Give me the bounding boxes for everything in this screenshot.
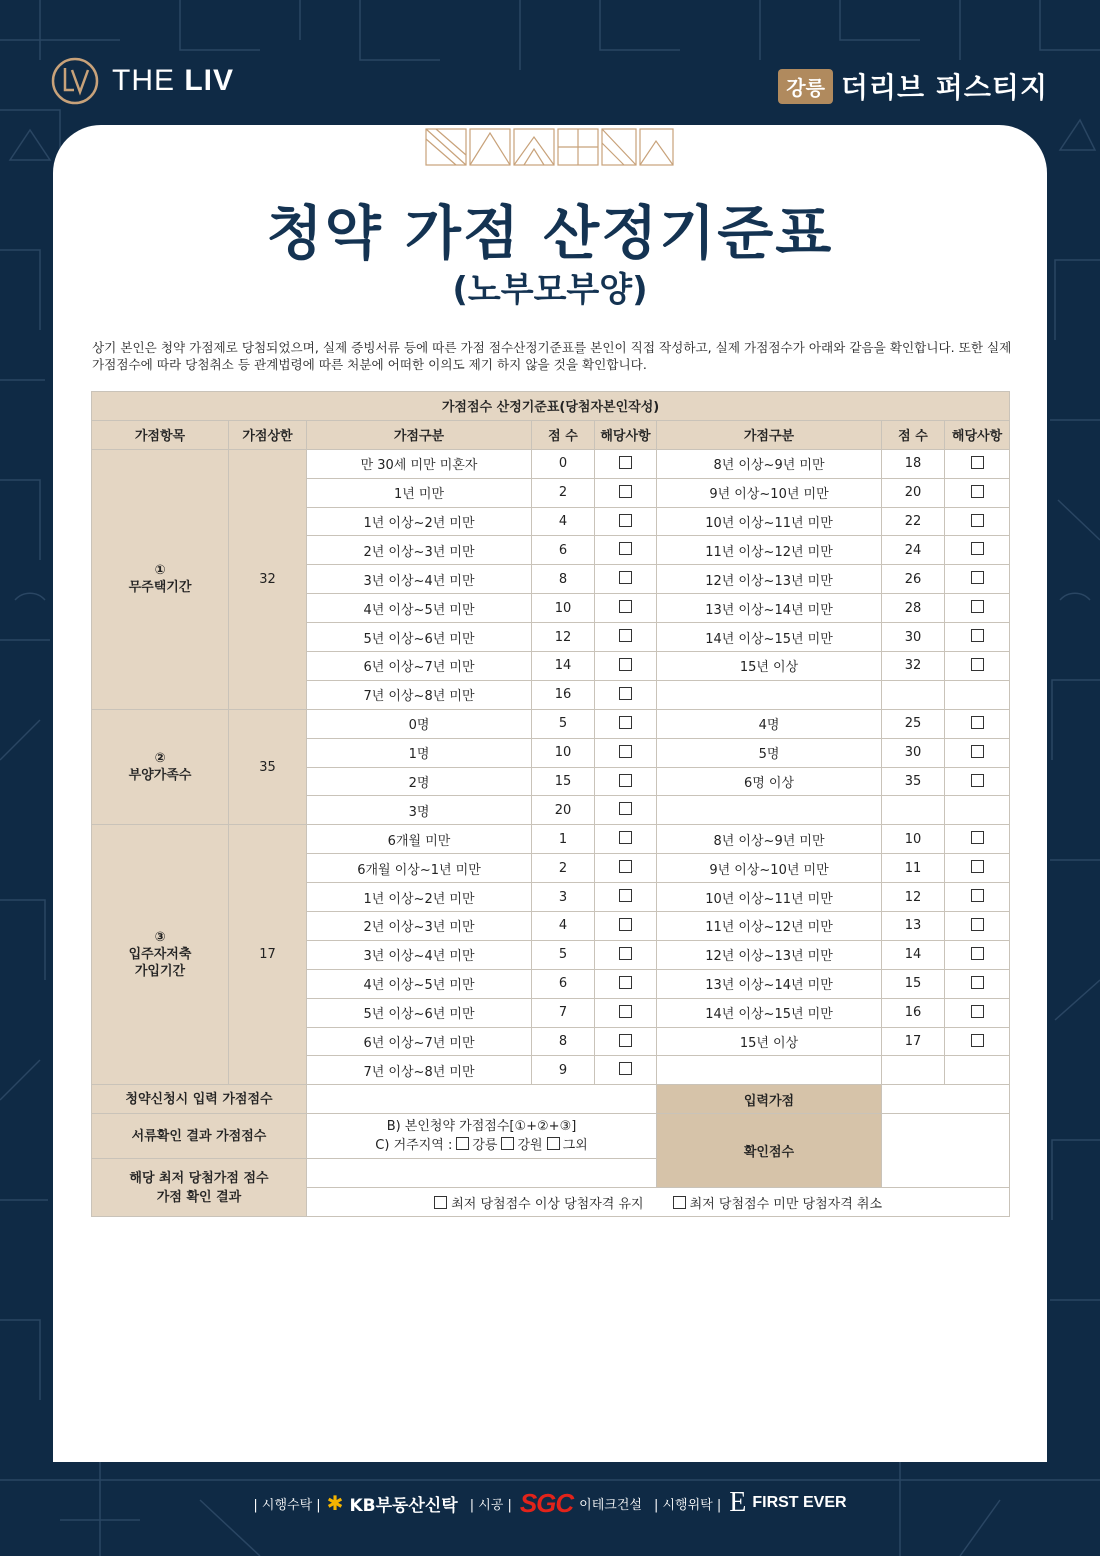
confirmation-notice: 상기 본인은 청약 가점제로 당첨되었으며, 실제 증빙서류 등에 따른 가점 점수산정기준표를 본인이 직접 작성하고, 실제 가점점수가 아래와 같음을 확인합니다. 또한 실제 가점점수에 따라 당첨취소 등 관계법령에 따른 처분에 어떠한 이의도 제기 하지 않을 것을 확인합니다. [92,340,1012,372]
doc-check-label: 서류확인 결과 가점점수 [92,1114,307,1159]
score-cell: 35 [882,767,945,796]
category-text: ③ [154,930,166,946]
score-cell: 0 [532,449,595,478]
score-table [91,391,1010,1217]
applicable-cell [945,1027,1010,1056]
criteria-cell: 13년 이상~14년 미만 [657,594,882,623]
col-header: 해당사항 [945,420,1010,449]
criteria-cell: 10년 이상~11년 미만 [657,507,882,536]
applicable-cell [945,478,1010,507]
region-option: 강원 [517,1138,543,1154]
applicable-cell [595,623,657,652]
score-cell: 4 [532,912,595,941]
applicable-cell [945,623,1010,652]
criteria-cell: 15년 이상 [657,1027,882,1056]
applicable-checkbox[interactable] [971,976,984,989]
score-cell: 10 [532,594,595,623]
confirm-score-field[interactable] [882,1114,1010,1188]
applicable-checkbox[interactable] [619,658,632,671]
applicable-cell [595,1056,657,1085]
applicable-checkbox[interactable] [971,889,984,902]
criteria-cell: 9년 이상~10년 미만 [657,478,882,507]
applicable-cell [945,767,1010,796]
criteria-cell: 1년 이상~2년 미만 [307,883,532,912]
applicable-cell [945,738,1010,767]
score-cell: 28 [882,594,945,623]
applicable-checkbox[interactable] [971,716,984,729]
page-subtitle: (노부모부양) [452,270,648,310]
applicable-cell [945,652,1010,681]
first-ever-mark: E [729,1487,747,1518]
score-cell: 22 [882,507,945,536]
criteria-cell: 6명 이상 [657,767,882,796]
criteria-cell: 1년 이상~2년 미만 [307,507,532,536]
criteria-cell: 6년 이상~7년 미만 [307,1027,532,1056]
score-cell: 12 [882,883,945,912]
score-cell: 15 [882,969,945,998]
applicable-checkbox[interactable] [619,456,632,469]
liv-logo-icon [50,56,100,106]
applicable-cell [595,883,657,912]
applicable-checkbox[interactable] [619,947,632,960]
score-cell: 1 [532,825,595,854]
applicable-checkbox[interactable] [971,831,984,844]
applicable-checkbox[interactable] [971,745,984,758]
applicable-cell [595,449,657,478]
criteria-cell: 14년 이상~15년 미만 [657,623,882,652]
applicable-cell [945,709,1010,738]
category-text: 무주택기간 [128,580,192,596]
min-score-field[interactable] [307,1159,657,1188]
applicable-checkbox[interactable] [971,571,984,584]
score-cell: 7 [532,998,595,1027]
score-cell [882,796,945,825]
applicable-cell [595,565,657,594]
applicable-checkbox[interactable] [619,600,632,613]
region-checkbox-gangwon[interactable] [501,1137,514,1150]
criteria-cell: 5년 이상~6년 미만 [307,623,532,652]
dev-label: | 시행위탁 | [653,1497,722,1513]
applicable-cell [945,796,1010,825]
col-header: 가점상한 [229,420,307,449]
apply-score-field[interactable] [307,1085,657,1114]
score-cell: 2 [532,478,595,507]
applicable-checkbox[interactable] [971,1005,984,1018]
min-score-label [92,1159,307,1217]
score-cell: 6 [532,969,595,998]
applicable-checkbox[interactable] [619,485,632,498]
applicable-checkbox[interactable] [619,802,632,815]
applicable-checkbox[interactable] [619,716,632,729]
applicable-checkbox[interactable] [971,600,984,613]
applicable-cell [945,449,1010,478]
criteria-cell: 6년 이상~7년 미만 [307,652,532,681]
criteria-cell [657,680,882,709]
applicable-checkbox[interactable] [619,542,632,555]
applicable-cell [595,594,657,623]
applicable-cell [595,796,657,825]
applicable-checkbox[interactable] [619,571,632,584]
criteria-cell: 7년 이상~8년 미만 [307,1056,532,1085]
score-cell: 16 [532,680,595,709]
score-cell: 8 [532,1027,595,1056]
applicable-cell [945,680,1010,709]
score-cell: 9 [532,1056,595,1085]
applicable-checkbox[interactable] [619,1062,632,1075]
score-cell: 3 [532,883,595,912]
score-cell: 15 [532,767,595,796]
criteria-cell: 0명 [307,709,532,738]
score-cell: 16 [882,998,945,1027]
applicable-checkbox[interactable] [619,831,632,844]
result-options [307,1188,1010,1217]
score-cell [882,1056,945,1085]
applicable-checkbox[interactable] [971,918,984,931]
score-cell: 18 [882,449,945,478]
applicable-cell [945,940,1010,969]
criteria-cell: 2명 [307,767,532,796]
applicable-checkbox[interactable] [971,514,984,527]
score-cell: 25 [882,709,945,738]
confirm-score-label: 확인점수 [657,1114,882,1188]
score-cell: 5 [532,940,595,969]
doc-line-c [307,1136,656,1155]
region-option: 그외 [562,1138,588,1154]
criteria-cell: 2년 이상~3년 미만 [307,912,532,941]
category-cell [92,449,229,709]
criteria-cell: 4년 이상~5년 미만 [307,594,532,623]
criteria-cell: 4년 이상~5년 미만 [307,969,532,998]
table-header-row [92,420,1010,449]
min-score-label-line: 해당 최저 당첨가점 점수 [129,1170,269,1186]
applicable-cell [945,594,1010,623]
applicable-cell [595,709,657,738]
criteria-cell: 6개월 이상~1년 미만 [307,854,532,883]
region-checkbox-gangneung[interactable] [456,1137,469,1150]
criteria-cell: 9년 이상~10년 미만 [657,854,882,883]
applicable-checkbox[interactable] [619,918,632,931]
applicable-cell [595,1027,657,1056]
applicable-checkbox[interactable] [971,542,984,555]
keep-eligibility-checkbox[interactable] [434,1196,447,1209]
criteria-cell: 1명 [307,738,532,767]
trust-company: KB부동산신탁 [349,1495,458,1516]
applicable-checkbox[interactable] [971,629,984,642]
max-score-cell: 35 [229,709,307,825]
applicable-cell [595,680,657,709]
applicable-cell [595,854,657,883]
criteria-cell: 5년 이상~6년 미만 [307,998,532,1027]
score-cell: 12 [532,623,595,652]
score-cell: 8 [532,565,595,594]
criteria-cell: 13년 이상~14년 미만 [657,969,882,998]
criteria-cell: 10년 이상~11년 미만 [657,883,882,912]
score-cell: 17 [882,1027,945,1056]
col-header: 해당사항 [595,420,657,449]
criteria-cell: 12년 이상~13년 미만 [657,940,882,969]
criteria-cell: 2년 이상~3년 미만 [307,536,532,565]
col-header: 가점구분 [307,420,532,449]
applicable-cell [945,507,1010,536]
category-cell [92,825,229,1085]
construct-label: | 시공 | [469,1497,512,1513]
footer-credits [0,1488,1100,1518]
applicable-cell [945,998,1010,1027]
max-score-cell: 17 [229,825,307,1085]
criteria-cell [657,796,882,825]
criteria-cell: 3명 [307,796,532,825]
sgc-logo: SGC [519,1487,574,1518]
score-cell: 14 [532,652,595,681]
applicable-cell [595,478,657,507]
applicable-cell [595,825,657,854]
criteria-cell: 14년 이상~15년 미만 [657,998,882,1027]
score-cell: 6 [532,536,595,565]
score-cell: 2 [532,854,595,883]
score-cell: 30 [882,738,945,767]
applicable-checkbox[interactable] [971,456,984,469]
score-cell: 30 [882,623,945,652]
applicable-cell [945,883,1010,912]
category-text: 가입기간 [134,964,186,980]
region-checkbox-other[interactable] [547,1137,560,1150]
applicable-checkbox[interactable] [619,860,632,873]
criteria-cell: 6개월 미만 [307,825,532,854]
applicable-checkbox[interactable] [619,889,632,902]
cancel-eligibility-checkbox[interactable] [673,1196,686,1209]
score-cell: 32 [882,652,945,681]
applicable-checkbox[interactable] [619,1034,632,1047]
applicable-checkbox[interactable] [619,976,632,989]
applicable-checkbox[interactable] [971,1034,984,1047]
criteria-cell: 4명 [657,709,882,738]
logo-text: THE LIV [112,64,235,97]
criteria-cell: 3년 이상~4년 미만 [307,565,532,594]
category-cell [92,709,229,825]
applicable-checkbox[interactable] [971,947,984,960]
page-title: 청약 가점 산정기준표 [266,199,834,267]
applicable-cell [945,825,1010,854]
applicable-cell [595,969,657,998]
applicable-cell [595,536,657,565]
category-text: ② [154,751,166,767]
category-text: 부양가족수 [128,768,192,784]
col-header: 점 수 [532,420,595,449]
criteria-cell: 12년 이상~13년 미만 [657,565,882,594]
score-cell: 14 [882,940,945,969]
kb-star-icon: ✱ [326,1491,344,1515]
max-score-cell: 32 [229,449,307,709]
score-cell: 10 [882,825,945,854]
complex-brand [778,66,1048,106]
score-cell [882,680,945,709]
score-cell: 11 [882,854,945,883]
doc-check-field [307,1114,657,1159]
applicable-cell [945,1056,1010,1085]
criteria-cell: 8년 이상~9년 미만 [657,825,882,854]
criteria-cell: 11년 이상~12년 미만 [657,912,882,941]
applicable-checkbox[interactable] [971,658,984,671]
applicable-cell [595,507,657,536]
criteria-cell: 15년 이상 [657,652,882,681]
applicable-checkbox[interactable] [971,485,984,498]
min-score-label-line: 가점 확인 결과 [156,1189,242,1205]
applicable-checkbox[interactable] [971,774,984,787]
applicable-cell [595,912,657,941]
applicable-checkbox[interactable] [619,629,632,642]
construct-company: 이테크건설 [579,1497,642,1513]
applicable-cell [595,738,657,767]
input-score-field[interactable] [882,1085,1010,1114]
apply-score-label: 청약신청시 입력 가점점수 [92,1085,307,1114]
input-score-label: 입력가점 [657,1085,882,1114]
dev-company: FIRST EVER [752,1494,847,1511]
applicable-cell [945,912,1010,941]
col-header: 가점항목 [92,420,229,449]
applicable-cell [595,767,657,796]
applicable-checkbox[interactable] [619,514,632,527]
the-liv-logo [50,56,234,106]
applicable-checkbox[interactable] [619,774,632,787]
table-caption: 가점점수 산정기준표(당첨자본인작성) [92,392,1010,421]
table-row [92,709,1010,738]
criteria-cell: 만 30세 미만 미혼자 [307,449,532,478]
col-header: 가점구분 [657,420,882,449]
score-cell: 10 [532,738,595,767]
region-option: 강릉 [472,1138,498,1154]
table-row [92,449,1010,478]
applicable-checkbox[interactable] [971,860,984,873]
criteria-cell: 8년 이상~9년 미만 [657,449,882,478]
applicable-cell [945,854,1010,883]
score-cell: 5 [532,709,595,738]
cancel-eligibility-label: 최저 당첨점수 미만 당첨자격 취소 [689,1196,882,1212]
trust-label: | 시행수탁 | [253,1497,321,1513]
applicable-checkbox[interactable] [619,745,632,758]
building-ornament [425,127,675,167]
score-cell: 13 [882,912,945,941]
applicable-cell [595,998,657,1027]
region-badge: 강릉 [778,69,833,104]
score-cell: 20 [532,796,595,825]
table-row [92,825,1010,854]
applicable-cell [945,536,1010,565]
criteria-cell: 1년 미만 [307,478,532,507]
applicable-checkbox[interactable] [619,1005,632,1018]
score-cell: 20 [882,478,945,507]
criteria-cell: 7년 이상~8년 미만 [307,680,532,709]
doc-line-b: B) 본인청약 가점점수[①+②+③] [386,1119,577,1135]
criteria-cell: 11년 이상~12년 미만 [657,536,882,565]
criteria-cell: 3년 이상~4년 미만 [307,940,532,969]
category-text: 입주자저축 [128,947,192,963]
col-header: 점 수 [882,420,945,449]
applicable-cell [595,652,657,681]
score-cell: 26 [882,565,945,594]
score-cell: 4 [532,507,595,536]
category-text: ① [154,563,166,579]
criteria-cell: 5명 [657,738,882,767]
applicable-cell [945,969,1010,998]
applicable-cell [945,565,1010,594]
applicable-checkbox[interactable] [619,687,632,700]
complex-name: 더리브 퍼스티지 [840,71,1048,104]
criteria-cell [657,1056,882,1085]
keep-eligibility-label: 최저 당첨점수 이상 당첨자격 유지 [451,1196,644,1212]
score-cell: 24 [882,536,945,565]
region-prefix: C) 거주지역 : [375,1138,453,1154]
applicable-cell [595,940,657,969]
